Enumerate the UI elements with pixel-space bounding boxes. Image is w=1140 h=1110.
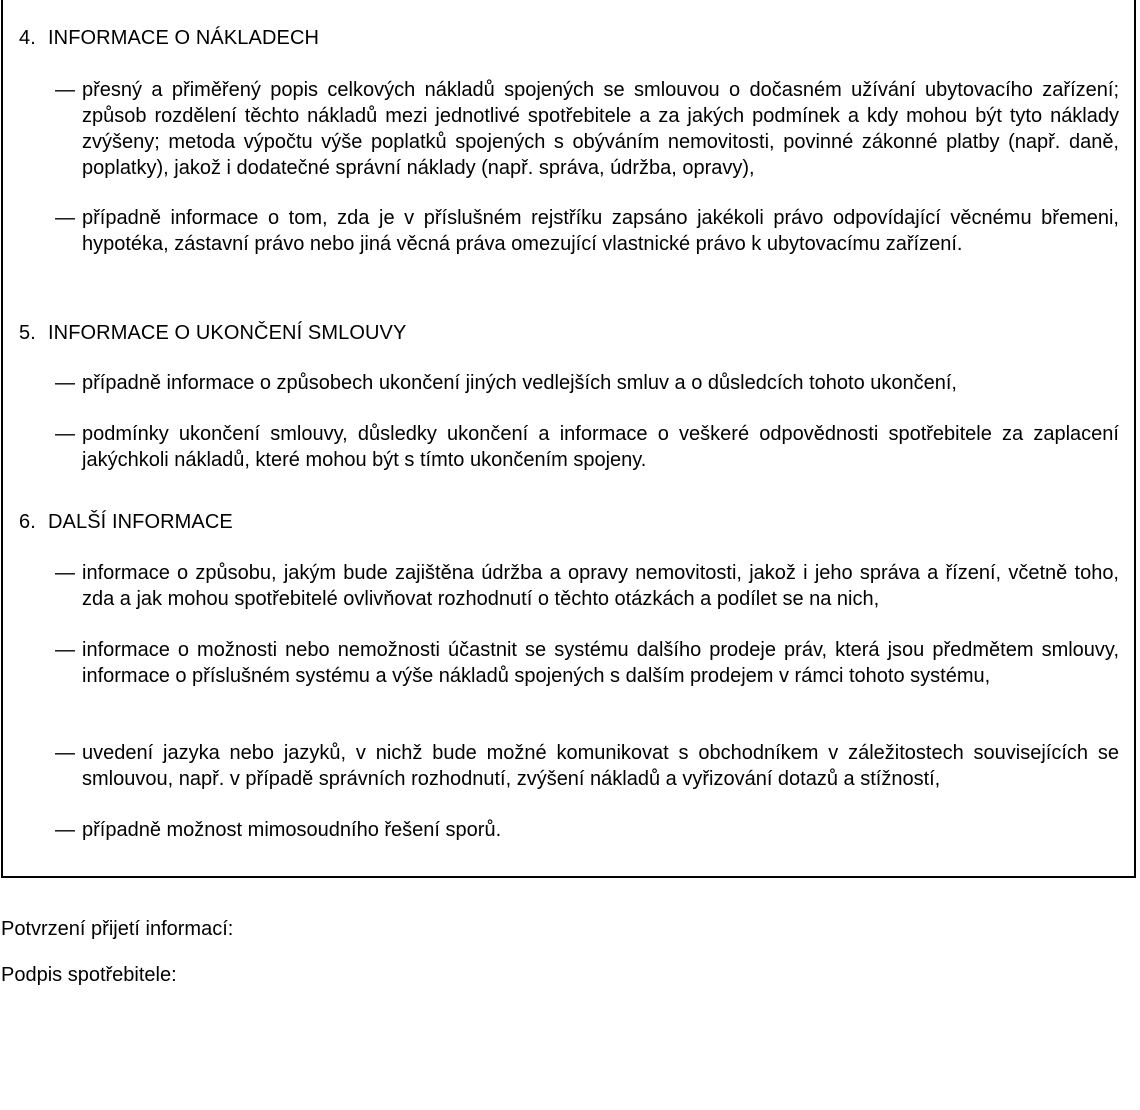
bullet-dash: —: [55, 372, 75, 394]
list-item-text: případně možnost mimosoudního řešení sporů.: [82, 819, 502, 841]
section-number: 4.: [19, 27, 36, 49]
section-heading-termination: [19, 320, 406, 346]
list-item: [55, 817, 1119, 843]
list-item: [55, 560, 1119, 612]
signature-label: Podpis spotřebitele:: [1, 964, 177, 986]
bullet-dash: —: [55, 207, 75, 229]
section-title: INFORMACE O NÁKLADECH: [48, 27, 320, 49]
section-heading-costs: [19, 25, 319, 51]
list-item: [55, 205, 1119, 257]
list-item: [55, 77, 1119, 181]
list-item: [55, 370, 1119, 396]
section-heading-other: [19, 509, 233, 535]
section-number: 5.: [19, 322, 36, 344]
bullet-dash: —: [55, 423, 75, 445]
section-title: DALŠÍ INFORMACE: [48, 511, 233, 533]
list-item: [55, 637, 1119, 689]
list-item-text: případně informace o způsobech ukončení jiných vedlejších smluv a o důsledcích tohoto ukončení,: [82, 372, 957, 394]
bullet-dash: —: [55, 79, 75, 101]
section-title: INFORMACE O UKONČENÍ SMLOUVY: [48, 322, 407, 344]
confirmation-label: Potvrzení přijetí informací:: [1, 918, 234, 940]
list-item-text: uvedení jazyka nebo jazyků, v nichž bude možné komunikovat s obchodníkem v záležitostech souvisejících se smlouvou, např. v případě správních rozhodnutí, zvýšení nákladů a vyřizování dotazů a stížností,: [82, 742, 1119, 790]
bullet-dash: —: [55, 819, 75, 841]
list-item-text: podmínky ukončení smlouvy, důsledky ukončení a informace o veškeré odpovědnosti spotřebitele za zaplacení jakýchkoli nákladů, které mohou být s tímto ukončením spojeny.: [82, 423, 1119, 471]
list-item-text: přesný a přiměřený popis celkových nákladů spojených se smlouvou o dočasném užívání ubytovacího zařízení; způsob rozdělení těchto nákladů mezi jednotlivé spotřebitele a za jakých podmínek a kdy mohou být tyto náklady zvýšeny; metoda výpočtu výše poplatků spojených s obýváním nemovitosti, povinné zákonné platby (např. daně, poplatky), jakož i dodatečné správní náklady (např. správa, údržba, opravy),: [82, 79, 1119, 179]
list-item-text: informace o možnosti nebo nemožnosti účastnit se systému dalšího prodeje práv, která jsou předmětem smlouvy, informace o příslušném systému a výše nákladů spojených s dalším prodejem v rámci tohoto systému,: [82, 639, 1119, 687]
list-item-text: případně informace o tom, zda je v příslušném rejstříku zapsáno jakékoli právo odpovídající věcnému břemeni, hypotéka, zástavní právo nebo jiná věcná práva omezující vlastnické právo k ubytovacímu zařízení.: [82, 207, 1119, 255]
list-item: [55, 421, 1119, 473]
section-number: 6.: [19, 511, 36, 533]
bullet-dash: —: [55, 639, 75, 661]
list-item: [55, 740, 1119, 792]
bullet-dash: —: [55, 742, 75, 764]
list-item-text: informace o způsobu, jakým bude zajištěna údržba a opravy nemovitosti, jakož i jeho správa a řízení, včetně toho, zda a jak mohou spotřebitelé ovlivňovat rozhodnutí o těchto otázkách a podílet se na nich,: [82, 562, 1119, 610]
bullet-dash: —: [55, 562, 75, 584]
